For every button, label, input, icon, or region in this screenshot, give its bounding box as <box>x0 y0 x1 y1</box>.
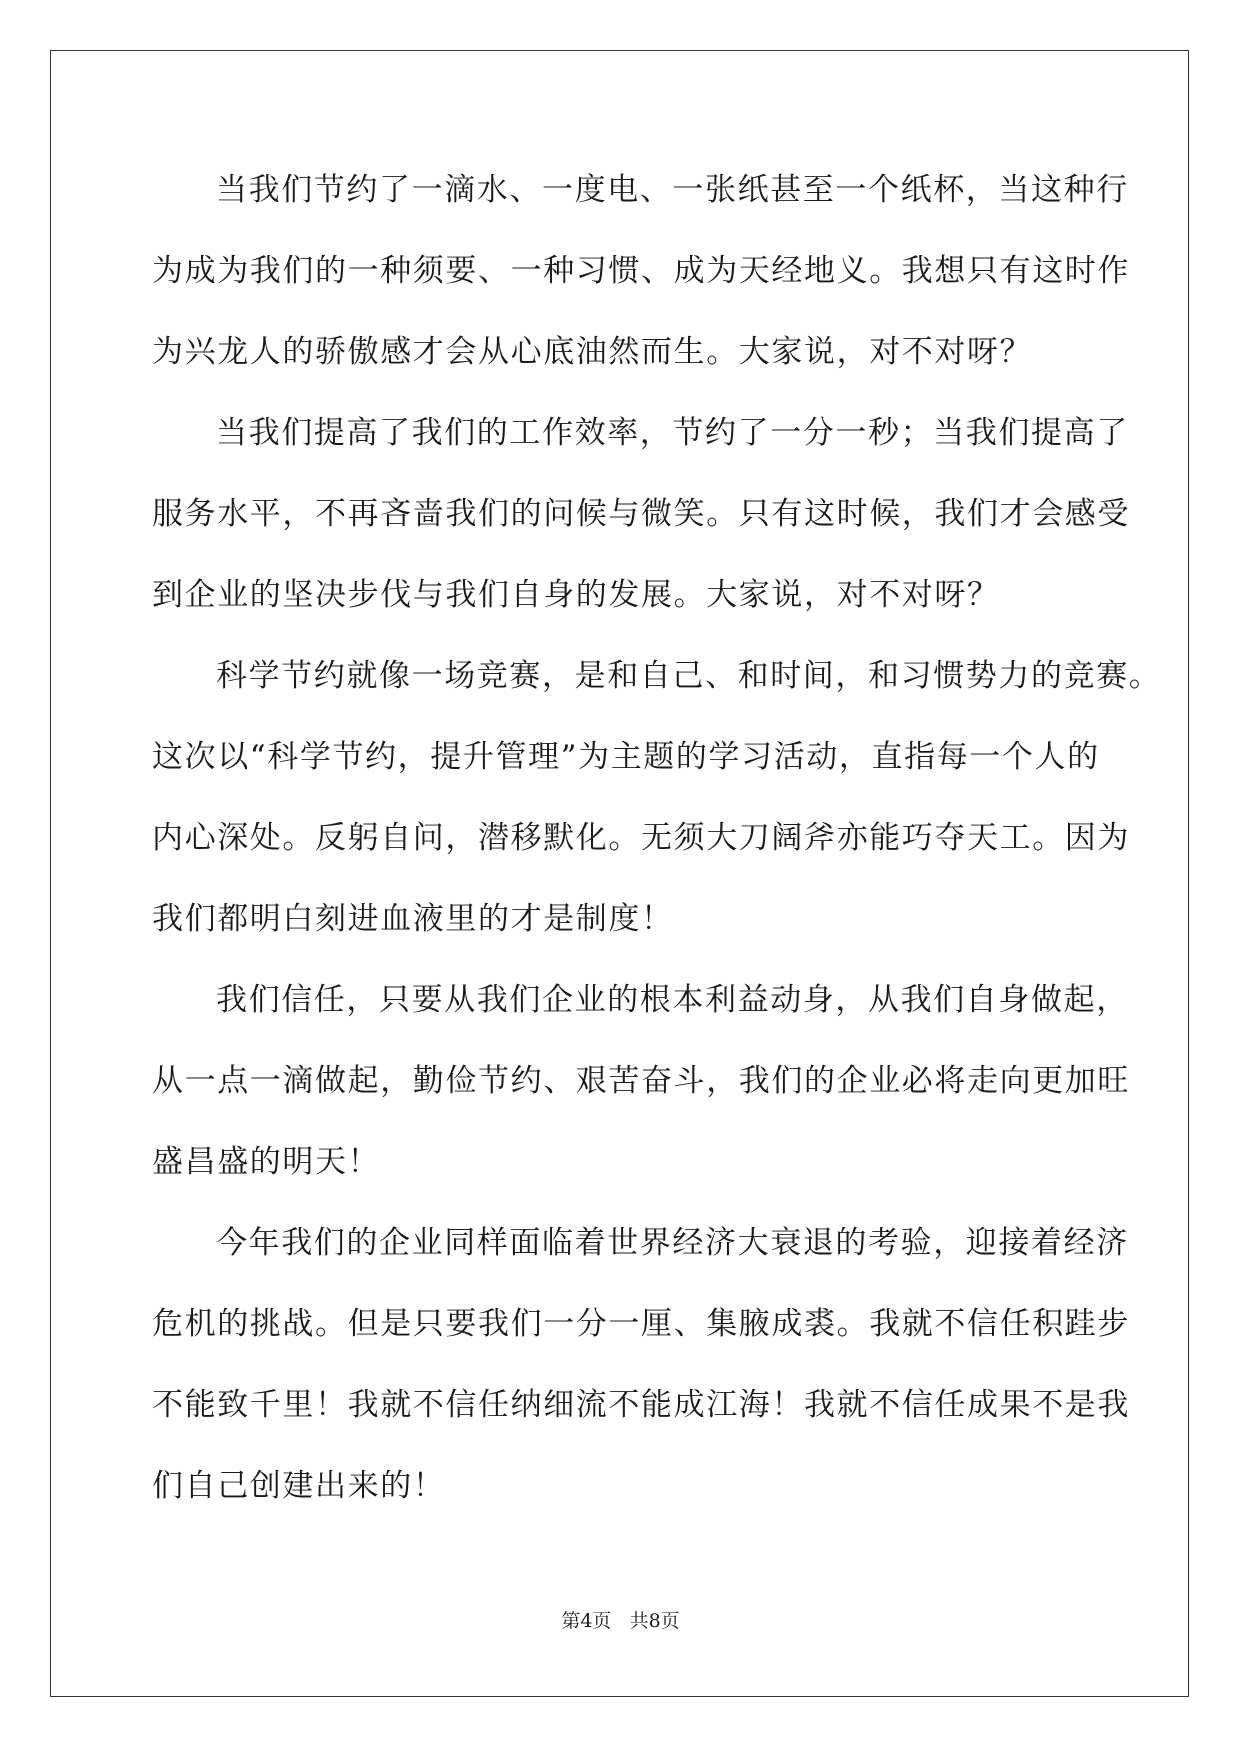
paragraph <box>152 960 1130 1203</box>
text-line: 这次以“科学节约，提升管理”为主题的学习活动，直指每一个人的 <box>152 739 1100 775</box>
text-line: 科学节约就像一场竞赛，是和自己、和时间，和习惯势力的竞赛。 <box>216 658 1162 694</box>
text-line: 我们信任，只要从我们企业的根本利益动身，从我们自身做起， <box>216 982 1129 1018</box>
page-total: 共8页 <box>629 1610 680 1632</box>
text-line: 到企业的坚决步伐与我们自身的发展。大家说，对不对呀？ <box>152 577 1000 613</box>
page-footer <box>0 1606 1241 1633</box>
text-line: 们自己创建出来的！ <box>152 1468 446 1504</box>
text-line: 当我们节约了一滴水、一度电、一张纸甚至一个纸杯，当这种行 <box>216 172 1129 208</box>
text-line: 内心深处。反躬自问，潜移默化。无须大刀阔斧亦能巧夺天工。因为 <box>152 820 1130 856</box>
paragraph <box>152 150 1130 393</box>
text-line: 盛昌盛的明天！ <box>152 1144 381 1180</box>
paragraph <box>152 393 1130 636</box>
document-body <box>152 150 1162 1527</box>
text-line: 服务水平，不再吝啬我们的问候与微笑。只有这时候，我们才会感受 <box>152 496 1130 532</box>
text-line: 当我们提高了我们的工作效率，节约了一分一秒；当我们提高了 <box>216 415 1129 451</box>
text-line: 从一点一滴做起，勤俭节约、艰苦奋斗，我们的企业必将走向更加旺 <box>152 1063 1130 1099</box>
text-line: 为成为我们的一种须要、一种习惯、成为天经地义。我想只有这时作 <box>152 253 1130 289</box>
text-line: 我们都明白刻进血液里的才是制度！ <box>152 901 674 937</box>
text-line: 不能致千里！我就不信任纳细流不能成江海！我就不信任成果不是我 <box>152 1387 1130 1423</box>
text-line: 为兴龙人的骄傲感才会从心底油然而生。大家说，对不对呀？ <box>152 334 1033 370</box>
text-line: 今年我们的企业同样面临着世界经济大衰退的考验，迎接着经济 <box>216 1225 1129 1261</box>
text-line: 危机的挑战。但是只要我们一分一厘、集腋成裘。我就不信任积跬步 <box>152 1306 1130 1342</box>
page-number: 第4页 <box>561 1610 612 1632</box>
paragraph <box>152 636 1162 960</box>
paragraph <box>152 1203 1130 1527</box>
